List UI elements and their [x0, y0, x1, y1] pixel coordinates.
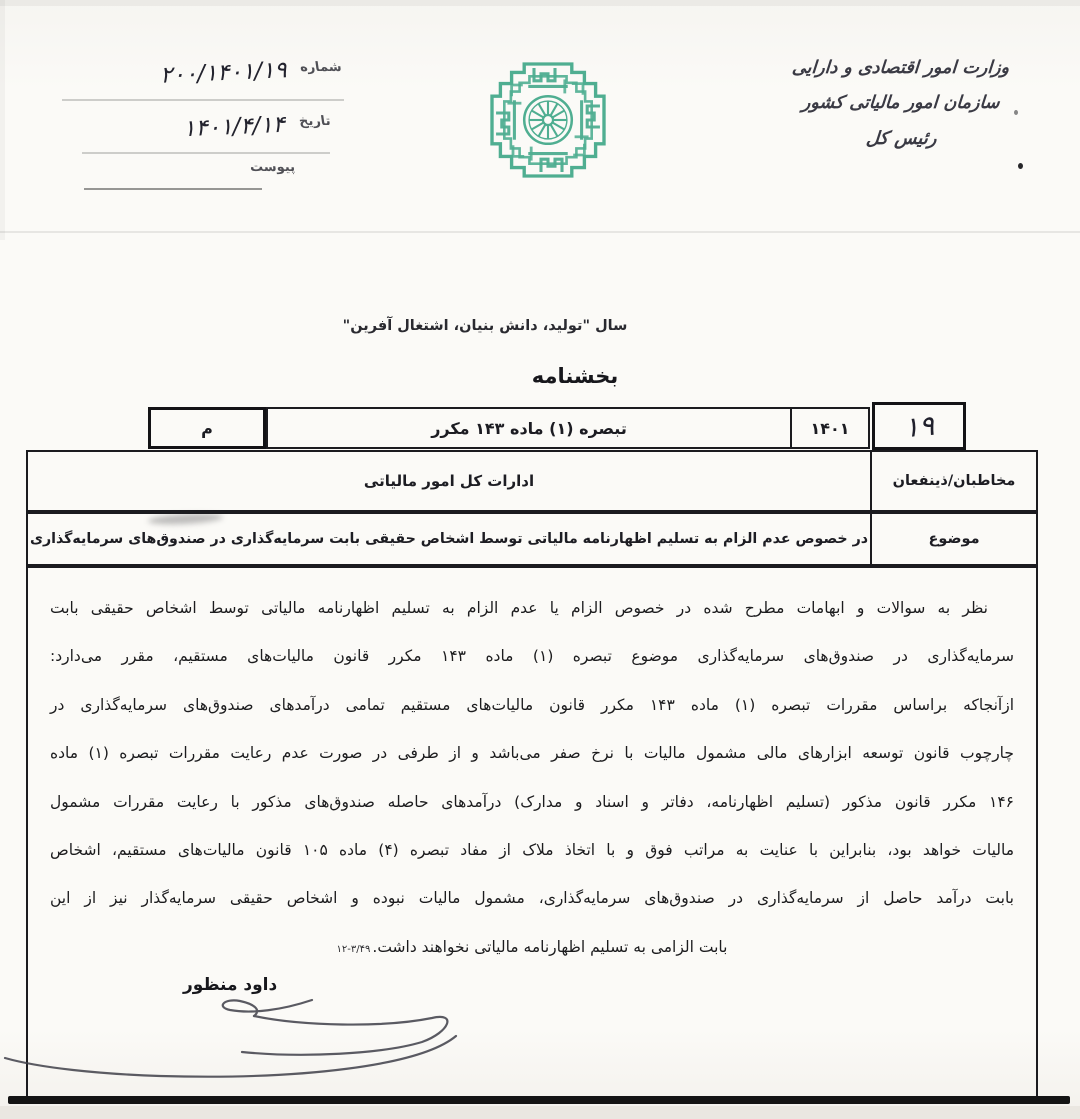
signature-scribble [0, 988, 480, 1088]
subject-value: در خصوص عدم الزام به تسلیم اظهارنامه مالیاتی توسط اشخاص حقیقی بابت سرمایه‌گذاری در صندوق‌های سرمایه‌گذاری [29, 531, 869, 547]
reference-date-value: ۱۴۰۱/۴/۱۴ [181, 111, 286, 143]
bottom-rule [8, 1096, 1070, 1104]
scan-bottom-strip [0, 1106, 1080, 1119]
serial-number-cell [872, 402, 966, 450]
reference-number-row [30, 57, 344, 89]
footnote-code: ۳/۴۹-۱۲ [336, 943, 371, 955]
body-line: ازآنجاکه براساس مقررات تبصره (۱) ماده ۱۴۳ مکرر قانون مالیات‌های مستقیم تمامی درآمدهای صندوق‌های سرمایه‌گذاری در [50, 695, 1015, 714]
signatory-title: رئیس کل [864, 128, 938, 149]
reference-article-value: تبصره (۱) ماده ۱۴۳ مکرر [431, 418, 627, 438]
scan-edge-top [0, 0, 1080, 6]
tax-administration-logo [462, 50, 634, 190]
body-line: نظر به سوالات و ابهامات مطرح شده در خصوص الزام یا عدم الزام به تسلیم اظهارنامه مالیاتی توسط اشخاص حقیقی بابت [50, 599, 988, 617]
reference-date-underline [82, 152, 330, 154]
document-type-title: بخشنامه [531, 364, 619, 388]
serial-number-value: ۱۹ [902, 408, 936, 444]
reference-number-value: ۲۰۰/۱۴۰۱/۱۹ [159, 57, 287, 89]
organization-name: سازمان امور مالیاتی کشور [801, 93, 1001, 113]
category-cell [148, 407, 266, 449]
body-line: مالیات خواهد بود، بنابراین با عنایت به مراتب فوق و با اتخاذ ملاک از مفاد تبصره (۴) ماده ۱۰۵ قانون مالیات‌های مستقیم، اشخاص [50, 840, 1014, 859]
signature-icon [0, 988, 480, 1088]
scan-edge-left [0, 0, 5, 240]
year-cell [790, 407, 870, 449]
subject-label: موضوع [928, 531, 980, 547]
scan-fold-line [0, 231, 1080, 233]
body-line: چارچوب قانون توسعه ابزارهای مالی مشمول مالیات با نرخ صفر می‌باشد و از طرفی در صورت عدم رعایت مقررات تبصره (۱) ماده [50, 744, 1014, 763]
reference-attachment-label: پیوست [249, 160, 297, 175]
letterhead [770, 58, 1032, 149]
reference-article-cell [266, 407, 792, 449]
audience-value-cell [28, 452, 870, 510]
reference-number-underline [62, 99, 344, 101]
category-value: م [201, 418, 213, 438]
body-line-text: بابت الزامی به تسلیم اظهارنامه مالیاتی نخواهند داشت. [372, 937, 728, 956]
body-line-last [50, 923, 1014, 971]
audience-label-cell [870, 452, 1036, 510]
reference-date-label: تاریخ [297, 114, 332, 129]
scan-speck [1018, 163, 1023, 169]
subject-label-cell [870, 514, 1036, 564]
reference-number-label: شماره [299, 60, 344, 75]
audience-value: ادارات کل امور مالیاتی [363, 472, 535, 490]
audience-label: مخاطبان/ذینفعان [892, 473, 1016, 489]
year-value: ۱۴۰۱ [810, 418, 850, 438]
reference-attachment-underline [84, 188, 262, 190]
ministry-name: وزارت امور اقتصادی و دارایی [791, 58, 1011, 78]
audience-row [26, 450, 1038, 512]
reference-attachment-row [120, 160, 295, 175]
inta-emblem-icon [462, 50, 634, 190]
body-line: ۱۴۶ مکرر قانون مذکور (تسلیم اظهارنامه، دفاتر و اسناد و مدارک) درآمدهای حاصله صندوق‌های مذکور با رعایت مقررات مشمول [50, 792, 1014, 811]
body-line: بابت درآمد حاصل از سرمایه‌گذاری در صندوق‌های سرمایه‌گذاری، مشمول مالیات نبوده و اشخاص حقیقی سرمایه‌گذار نیز از این [50, 889, 1014, 908]
signatory-name: داود منظور [183, 975, 278, 995]
year-slogan: سال "تولید، دانش بنیان، اشتغال آفرین" [342, 318, 628, 334]
body-line: سرمایه‌گذاری در صندوق‌های سرمایه‌گذاری موضوع تبصره (۱) ماده ۱۴۳ مکرر قانون مالیات‌های مستقیم، مقرر می‌دارد: [50, 647, 1014, 666]
reference-date-row [38, 111, 332, 143]
scan-speck [1014, 110, 1018, 115]
